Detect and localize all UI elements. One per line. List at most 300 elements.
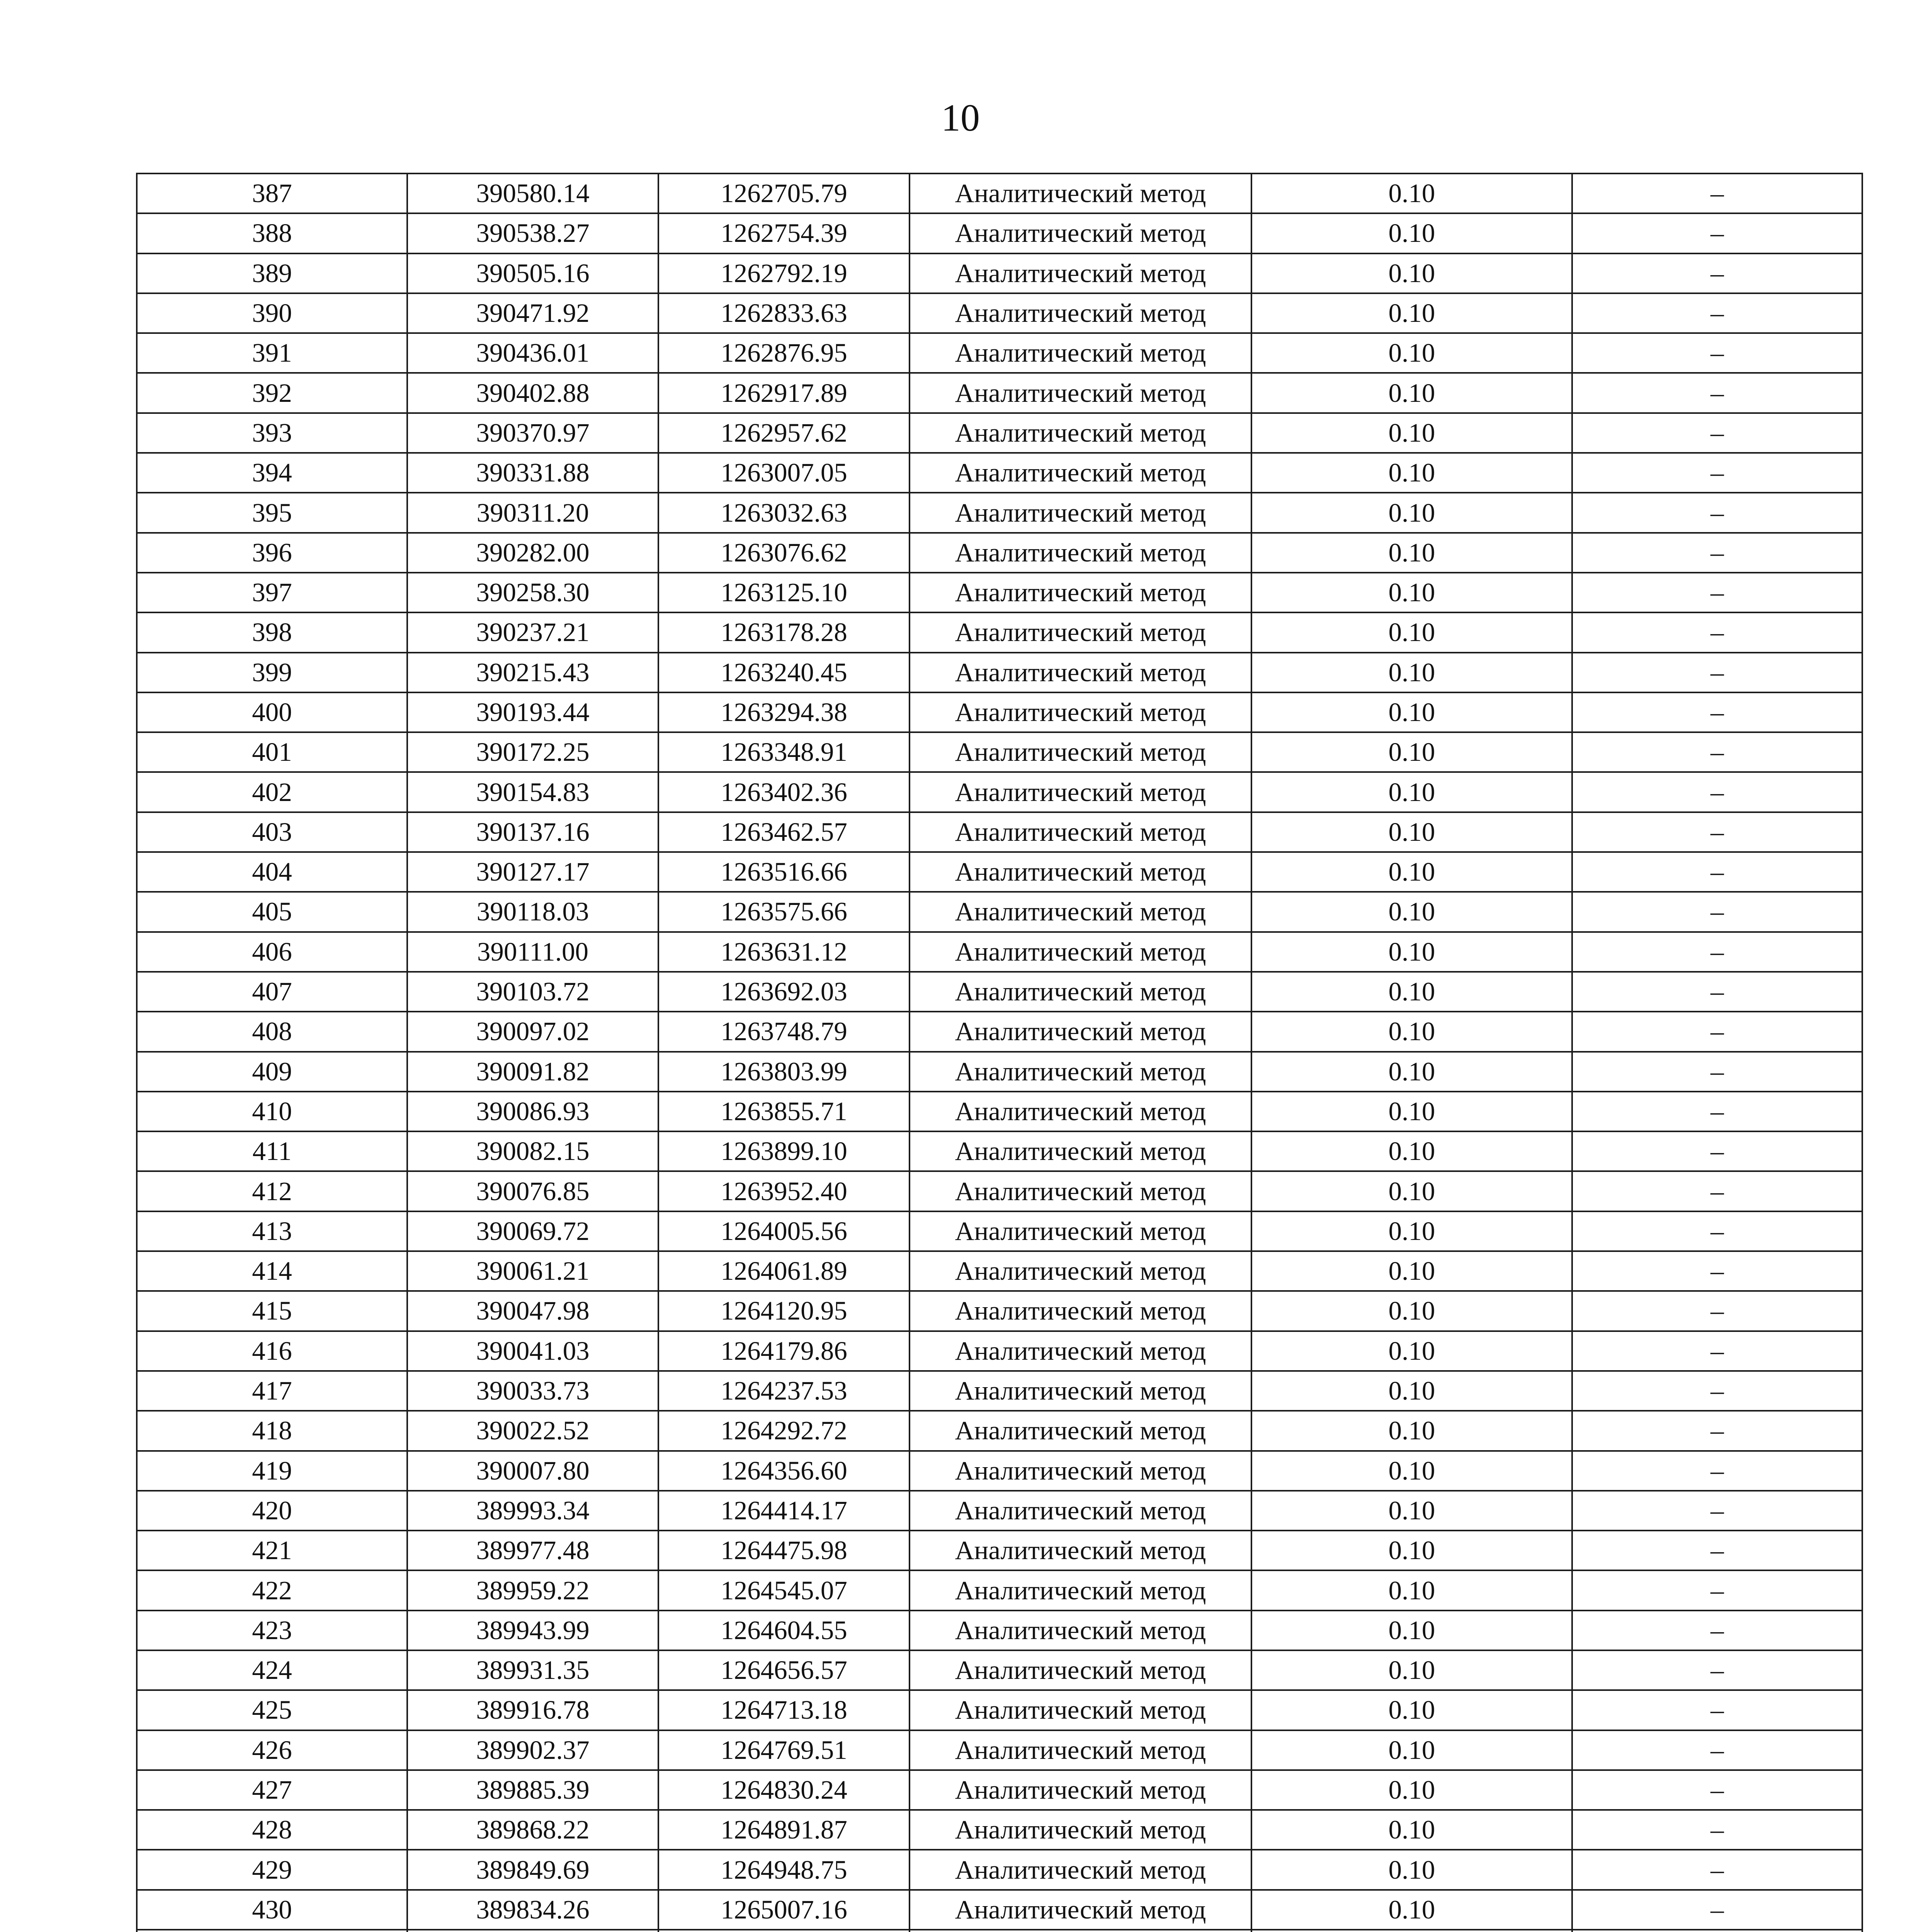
x-coordinate-cell: 390076.85 (407, 1171, 658, 1211)
note-cell: – (1572, 852, 1862, 892)
method-cell: Аналитический метод (910, 573, 1251, 612)
point-number-cell: 405 (137, 892, 407, 932)
x-coordinate-cell: 390118.03 (407, 892, 658, 932)
point-number-cell: 421 (137, 1531, 407, 1570)
point-number-cell: 406 (137, 932, 407, 972)
x-coordinate-cell: 389977.48 (407, 1531, 658, 1570)
note-cell: – (1572, 293, 1862, 333)
precision-cell: 0.10 (1251, 1092, 1572, 1131)
point-number-cell: 415 (137, 1291, 407, 1331)
precision-cell: 0.10 (1251, 1012, 1572, 1051)
method-cell: Аналитический метод (910, 1012, 1251, 1051)
point-number-cell: 412 (137, 1171, 407, 1211)
table-row (137, 173, 1862, 213)
precision-cell: 0.10 (1251, 253, 1572, 293)
note-cell: – (1572, 692, 1862, 732)
y-coordinate-cell: 1265007.16 (658, 1890, 910, 1930)
y-coordinate-cell: 1264005.56 (658, 1211, 910, 1251)
note-cell: – (1572, 932, 1862, 972)
x-coordinate-cell: 390091.82 (407, 1052, 658, 1092)
x-coordinate-cell: 390370.97 (407, 413, 658, 453)
note-cell: – (1572, 1012, 1862, 1051)
point-number-cell: 400 (137, 692, 407, 732)
precision-cell: 0.10 (1251, 1291, 1572, 1331)
precision-cell: 0.10 (1251, 1131, 1572, 1171)
note-cell (1572, 1930, 1862, 1932)
y-coordinate-cell: 1263125.10 (658, 573, 910, 612)
method-cell: Аналитический метод (910, 1451, 1251, 1491)
point-number-cell: 401 (137, 732, 407, 772)
method-cell: Аналитический метод (910, 1491, 1251, 1531)
y-coordinate-cell: 1262833.63 (658, 293, 910, 333)
method-cell: Аналитический метод (910, 1730, 1251, 1770)
x-coordinate-cell: 390580.14 (407, 173, 658, 213)
point-number-cell: 403 (137, 812, 407, 852)
note-cell: – (1572, 1850, 1862, 1889)
table-row (137, 1531, 1862, 1570)
method-cell: Аналитический метод (910, 1570, 1251, 1610)
point-number-cell: 409 (137, 1052, 407, 1092)
x-coordinate-cell: 389849.69 (407, 1850, 658, 1889)
table-row (137, 373, 1862, 413)
point-number-cell: 422 (137, 1570, 407, 1610)
note-cell: – (1572, 1770, 1862, 1810)
table-row (137, 972, 1862, 1012)
point-number-cell: 404 (137, 852, 407, 892)
table-row (137, 653, 1862, 692)
table-row (137, 533, 1862, 573)
x-coordinate-cell: 390215.43 (407, 653, 658, 692)
precision-cell: 0.10 (1251, 852, 1572, 892)
table-row (137, 1092, 1862, 1131)
table-row (137, 1451, 1862, 1491)
note-cell: – (1572, 253, 1862, 293)
note-cell: – (1572, 573, 1862, 612)
point-number-cell: 397 (137, 573, 407, 612)
table-row (137, 852, 1862, 892)
point-number-cell (137, 1930, 407, 1932)
method-cell: Аналитический метод (910, 1371, 1251, 1411)
y-coordinate-cell: 1263516.66 (658, 852, 910, 892)
method-cell: Аналитический метод (910, 732, 1251, 772)
x-coordinate-cell: 390282.00 (407, 533, 658, 573)
table-row (137, 413, 1862, 453)
y-coordinate-cell: 1264769.51 (658, 1730, 910, 1770)
precision-cell: 0.10 (1251, 533, 1572, 573)
precision-cell: 0.10 (1251, 1890, 1572, 1930)
method-cell: Аналитический метод (910, 373, 1251, 413)
note-cell: – (1572, 1331, 1862, 1371)
x-coordinate-cell: 390041.03 (407, 1331, 658, 1371)
note-cell: – (1572, 1411, 1862, 1451)
precision-cell: 0.10 (1251, 333, 1572, 373)
precision-cell: 0.10 (1251, 413, 1572, 453)
table-row (137, 253, 1862, 293)
note-cell: – (1572, 612, 1862, 652)
table-row (137, 892, 1862, 932)
method-cell: Аналитический метод (910, 213, 1251, 253)
x-coordinate-cell: 390069.72 (407, 1211, 658, 1251)
table-row (137, 1730, 1862, 1770)
x-coordinate-cell: 389959.22 (407, 1570, 658, 1610)
table-row (137, 213, 1862, 253)
point-number-cell: 423 (137, 1611, 407, 1650)
method-cell: Аналитический метод (910, 293, 1251, 333)
point-number-cell: 392 (137, 373, 407, 413)
method-cell: Аналитический метод (910, 653, 1251, 692)
note-cell: – (1572, 732, 1862, 772)
x-coordinate-cell: 389916.78 (407, 1690, 658, 1730)
x-coordinate-cell: 390538.27 (407, 213, 658, 253)
note-cell: – (1572, 1491, 1862, 1531)
x-coordinate-cell: 390061.21 (407, 1251, 658, 1291)
precision-cell: 0.10 (1251, 1331, 1572, 1371)
point-number-cell: 402 (137, 772, 407, 812)
method-cell: Аналитический метод (910, 1850, 1251, 1889)
method-cell: Аналитический метод (910, 1650, 1251, 1690)
precision-cell: 0.10 (1251, 1211, 1572, 1251)
x-coordinate-cell: 389993.34 (407, 1491, 658, 1531)
x-coordinate-cell: 390111.00 (407, 932, 658, 972)
point-number-cell: 410 (137, 1092, 407, 1131)
x-coordinate-cell: 390097.02 (407, 1012, 658, 1051)
y-coordinate-cell: 1264830.24 (658, 1770, 910, 1810)
y-coordinate-cell: 1262957.62 (658, 413, 910, 453)
y-coordinate-cell: 1263178.28 (658, 612, 910, 652)
x-coordinate-cell: 390258.30 (407, 573, 658, 612)
point-number-cell: 429 (137, 1850, 407, 1889)
point-number-cell: 427 (137, 1770, 407, 1810)
note-cell: – (1572, 892, 1862, 932)
y-coordinate-cell: 1263855.71 (658, 1092, 910, 1131)
table-row (137, 453, 1862, 493)
note-cell: – (1572, 1052, 1862, 1092)
table-row (137, 692, 1862, 732)
precision-cell: 0.10 (1251, 732, 1572, 772)
y-coordinate-cell: 1264545.07 (658, 1570, 910, 1610)
table-row (137, 1171, 1862, 1211)
method-cell: Аналитический метод (910, 1531, 1251, 1570)
precision-cell: 0.10 (1251, 1491, 1572, 1531)
note-cell: – (1572, 1890, 1862, 1930)
point-number-cell: 395 (137, 493, 407, 532)
table-row (137, 1012, 1862, 1051)
precision-cell: 0.10 (1251, 892, 1572, 932)
table-row (137, 1211, 1862, 1251)
point-number-cell: 425 (137, 1690, 407, 1730)
x-coordinate-cell: 390137.16 (407, 812, 658, 852)
x-coordinate-cell: 390007.80 (407, 1451, 658, 1491)
table-row (137, 772, 1862, 812)
x-coordinate-cell: 390022.52 (407, 1411, 658, 1451)
point-number-cell: 396 (137, 533, 407, 573)
point-number-cell: 398 (137, 612, 407, 652)
table-row (137, 1611, 1862, 1650)
method-cell: Аналитический метод (910, 453, 1251, 493)
x-coordinate-cell: 390471.92 (407, 293, 658, 333)
note-cell: – (1572, 812, 1862, 852)
point-number-cell: 408 (137, 1012, 407, 1051)
precision-cell: 0.10 (1251, 173, 1572, 213)
table-row (137, 1331, 1862, 1371)
note-cell: – (1572, 1611, 1862, 1650)
y-coordinate-cell: 1262917.89 (658, 373, 910, 413)
point-number-cell: 389 (137, 253, 407, 293)
point-number-cell: 413 (137, 1211, 407, 1251)
precision-cell: 0.10 (1251, 692, 1572, 732)
note-cell: – (1572, 1451, 1862, 1491)
note-cell: – (1572, 413, 1862, 453)
y-coordinate-cell: 1263076.62 (658, 533, 910, 573)
method-cell: Аналитический метод (910, 692, 1251, 732)
y-coordinate-cell: 1263294.38 (658, 692, 910, 732)
table-row (137, 1890, 1862, 1930)
note-cell: – (1572, 1251, 1862, 1291)
y-coordinate-cell (658, 1930, 910, 1932)
method-cell: Аналитический метод (910, 1171, 1251, 1211)
x-coordinate-cell: 390103.72 (407, 972, 658, 1012)
precision-cell (1251, 1930, 1572, 1932)
note-cell: – (1572, 1211, 1862, 1251)
x-coordinate-cell: 390436.01 (407, 333, 658, 373)
note-cell: – (1572, 213, 1862, 253)
x-coordinate-cell: 390237.21 (407, 612, 658, 652)
x-coordinate-cell: 390047.98 (407, 1291, 658, 1331)
point-number-cell: 390 (137, 293, 407, 333)
table-row (137, 1930, 1862, 1932)
note-cell: – (1572, 533, 1862, 573)
table-row (137, 732, 1862, 772)
method-cell: Аналитический метод (910, 1331, 1251, 1371)
note-cell: – (1572, 1291, 1862, 1331)
table-row (137, 1491, 1862, 1531)
note-cell: – (1572, 1810, 1862, 1850)
note-cell: – (1572, 1650, 1862, 1690)
note-cell: – (1572, 1730, 1862, 1770)
x-coordinate-cell: 390505.16 (407, 253, 658, 293)
point-number-cell: 394 (137, 453, 407, 493)
y-coordinate-cell: 1263462.57 (658, 812, 910, 852)
table-row (137, 1251, 1862, 1291)
y-coordinate-cell: 1263032.63 (658, 493, 910, 532)
page-number: 10 (941, 96, 980, 139)
x-coordinate-cell: 390127.17 (407, 852, 658, 892)
precision-cell: 0.10 (1251, 1371, 1572, 1411)
y-coordinate-cell: 1263692.03 (658, 972, 910, 1012)
method-cell: Аналитический метод (910, 533, 1251, 573)
precision-cell: 0.10 (1251, 1810, 1572, 1850)
precision-cell: 0.10 (1251, 653, 1572, 692)
precision-cell: 0.10 (1251, 772, 1572, 812)
x-coordinate-cell: 390311.20 (407, 493, 658, 532)
method-cell: Аналитический метод (910, 852, 1251, 892)
x-coordinate-cell: 389885.39 (407, 1770, 658, 1810)
note-cell: – (1572, 1690, 1862, 1730)
point-number-cell: 426 (137, 1730, 407, 1770)
y-coordinate-cell: 1264292.72 (658, 1411, 910, 1451)
y-coordinate-cell: 1264061.89 (658, 1251, 910, 1291)
point-number-cell: 428 (137, 1810, 407, 1850)
note-cell: – (1572, 972, 1862, 1012)
x-coordinate-cell: 390154.83 (407, 772, 658, 812)
table-row (137, 1052, 1862, 1092)
precision-cell: 0.10 (1251, 213, 1572, 253)
x-coordinate-cell: 389834.26 (407, 1890, 658, 1930)
note-cell: – (1572, 373, 1862, 413)
x-coordinate-cell (407, 1930, 658, 1932)
coordinates-table (136, 173, 1863, 1932)
method-cell: Аналитический метод (910, 1890, 1251, 1930)
point-number-cell: 430 (137, 1890, 407, 1930)
table-row (137, 1131, 1862, 1171)
method-cell: Аналитический метод (910, 1052, 1251, 1092)
precision-cell: 0.10 (1251, 1650, 1572, 1690)
x-coordinate-cell: 389943.99 (407, 1611, 658, 1650)
point-number-cell: 407 (137, 972, 407, 1012)
x-coordinate-cell: 389868.22 (407, 1810, 658, 1850)
method-cell: Аналитический метод (910, 1131, 1251, 1171)
point-number-cell: 391 (137, 333, 407, 373)
table-row (137, 293, 1862, 333)
x-coordinate-cell: 390082.15 (407, 1131, 658, 1171)
method-cell: Аналитический метод (910, 173, 1251, 213)
table-row (137, 1850, 1862, 1889)
precision-cell: 0.10 (1251, 932, 1572, 972)
note-cell: – (1572, 1092, 1862, 1131)
table-row (137, 493, 1862, 532)
table-row (137, 1291, 1862, 1331)
method-cell: Аналитический метод (910, 972, 1251, 1012)
table-row (137, 812, 1862, 852)
y-coordinate-cell: 1263803.99 (658, 1052, 910, 1092)
precision-cell: 0.10 (1251, 812, 1572, 852)
y-coordinate-cell: 1264179.86 (658, 1331, 910, 1371)
method-cell: Аналитический метод (910, 812, 1251, 852)
method-cell: Аналитический метод (910, 892, 1251, 932)
precision-cell: 0.10 (1251, 1850, 1572, 1889)
note-cell: – (1572, 653, 1862, 692)
method-cell: Аналитический метод (910, 932, 1251, 972)
precision-cell: 0.10 (1251, 1411, 1572, 1451)
precision-cell: 0.10 (1251, 373, 1572, 413)
y-coordinate-cell: 1264120.95 (658, 1291, 910, 1331)
y-coordinate-cell: 1262754.39 (658, 213, 910, 253)
table-row (137, 1690, 1862, 1730)
method-cell: Аналитический метод (910, 1251, 1251, 1291)
table-row (137, 1411, 1862, 1451)
y-coordinate-cell: 1264237.53 (658, 1371, 910, 1411)
precision-cell: 0.10 (1251, 293, 1572, 333)
y-coordinate-cell: 1264356.60 (658, 1451, 910, 1491)
x-coordinate-cell: 390193.44 (407, 692, 658, 732)
point-number-cell: 419 (137, 1451, 407, 1491)
precision-cell: 0.10 (1251, 453, 1572, 493)
y-coordinate-cell: 1262705.79 (658, 173, 910, 213)
table-row (137, 333, 1862, 373)
method-cell: Аналитический метод (910, 253, 1251, 293)
point-number-cell: 393 (137, 413, 407, 453)
point-number-cell: 416 (137, 1331, 407, 1371)
x-coordinate-cell: 389902.37 (407, 1730, 658, 1770)
method-cell: Аналитический метод (910, 493, 1251, 532)
table-row (137, 1810, 1862, 1850)
point-number-cell: 411 (137, 1131, 407, 1171)
y-coordinate-cell: 1263748.79 (658, 1012, 910, 1051)
method-cell: Аналитический метод (910, 1810, 1251, 1850)
point-number-cell: 424 (137, 1650, 407, 1690)
y-coordinate-cell: 1264475.98 (658, 1531, 910, 1570)
point-number-cell: 388 (137, 213, 407, 253)
point-number-cell: 414 (137, 1251, 407, 1291)
y-coordinate-cell: 1263348.91 (658, 732, 910, 772)
y-coordinate-cell: 1263952.40 (658, 1171, 910, 1211)
y-coordinate-cell: 1262876.95 (658, 333, 910, 373)
x-coordinate-cell: 390086.93 (407, 1092, 658, 1131)
y-coordinate-cell: 1264948.75 (658, 1850, 910, 1889)
precision-cell: 0.10 (1251, 1770, 1572, 1810)
precision-cell: 0.10 (1251, 493, 1572, 532)
table-row (137, 1371, 1862, 1411)
table-row (137, 932, 1862, 972)
precision-cell: 0.10 (1251, 1052, 1572, 1092)
x-coordinate-cell: 390033.73 (407, 1371, 658, 1411)
y-coordinate-cell: 1264713.18 (658, 1690, 910, 1730)
y-coordinate-cell: 1262792.19 (658, 253, 910, 293)
method-cell: Аналитический метод (910, 333, 1251, 373)
precision-cell: 0.10 (1251, 573, 1572, 612)
table-row (137, 1770, 1862, 1810)
x-coordinate-cell: 390402.88 (407, 373, 658, 413)
y-coordinate-cell: 1263240.45 (658, 653, 910, 692)
precision-cell: 0.10 (1251, 1690, 1572, 1730)
coordinates-table-body (137, 173, 1862, 1932)
y-coordinate-cell: 1263899.10 (658, 1131, 910, 1171)
point-number-cell: 418 (137, 1411, 407, 1451)
precision-cell: 0.10 (1251, 972, 1572, 1012)
note-cell: – (1572, 173, 1862, 213)
y-coordinate-cell: 1264414.17 (658, 1491, 910, 1531)
note-cell: – (1572, 1371, 1862, 1411)
y-coordinate-cell: 1263575.66 (658, 892, 910, 932)
note-cell: – (1572, 1131, 1862, 1171)
note-cell: – (1572, 333, 1862, 373)
y-coordinate-cell: 1264891.87 (658, 1810, 910, 1850)
y-coordinate-cell: 1264604.55 (658, 1611, 910, 1650)
table-row (137, 573, 1862, 612)
y-coordinate-cell: 1264656.57 (658, 1650, 910, 1690)
precision-cell: 0.10 (1251, 1611, 1572, 1650)
note-cell: – (1572, 772, 1862, 812)
method-cell: Аналитический метод (910, 612, 1251, 652)
note-cell: – (1572, 1531, 1862, 1570)
point-number-cell: 399 (137, 653, 407, 692)
note-cell: – (1572, 1570, 1862, 1610)
precision-cell: 0.10 (1251, 1570, 1572, 1610)
point-number-cell: 417 (137, 1371, 407, 1411)
note-cell: – (1572, 453, 1862, 493)
table-row (137, 612, 1862, 652)
precision-cell: 0.10 (1251, 1171, 1572, 1211)
method-cell: Аналитический метод (910, 413, 1251, 453)
point-number-cell: 387 (137, 173, 407, 213)
y-coordinate-cell: 1263402.36 (658, 772, 910, 812)
precision-cell: 0.10 (1251, 1531, 1572, 1570)
table-row (137, 1570, 1862, 1610)
precision-cell: 0.10 (1251, 1451, 1572, 1491)
x-coordinate-cell: 390331.88 (407, 453, 658, 493)
x-coordinate-cell: 389931.35 (407, 1650, 658, 1690)
method-cell: Аналитический метод (910, 1770, 1251, 1810)
